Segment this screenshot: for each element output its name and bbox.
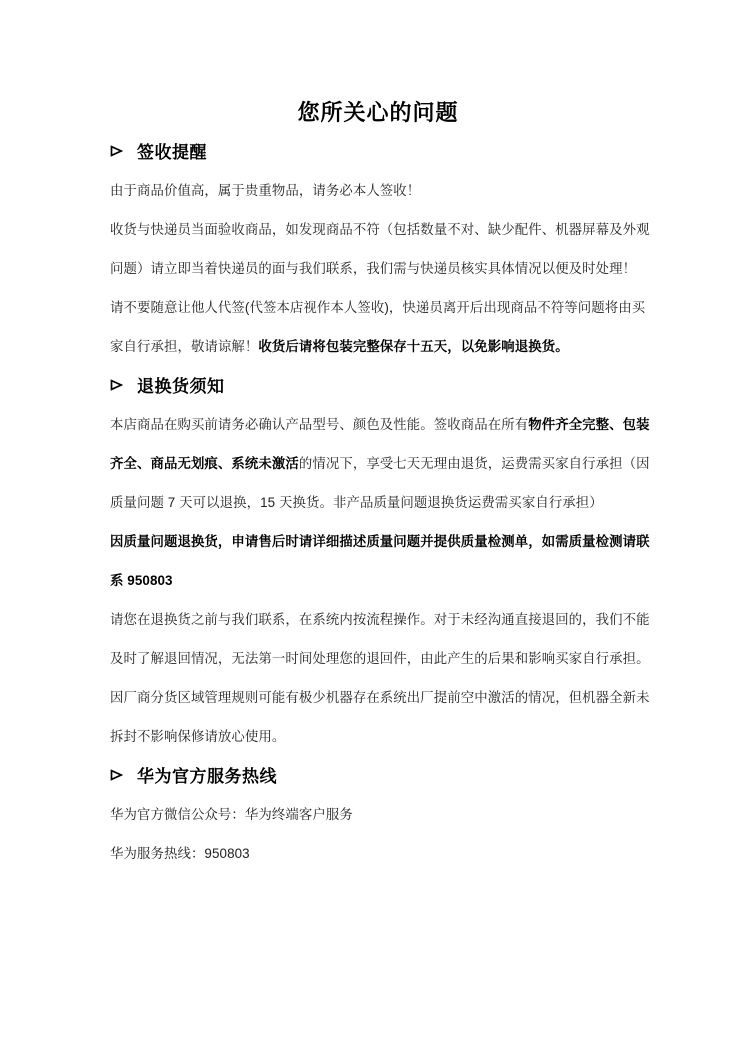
paragraph-line — [110, 599, 650, 638]
paragraph-line — [110, 287, 646, 326]
text-segment: 本店商品在购买前请务必确认产品型号、颜色及性能。签收商品在所有 — [110, 417, 529, 432]
paragraph-line — [110, 677, 650, 716]
paragraph-line — [110, 833, 646, 872]
text-segment: 物件齐全完整、包装 — [528, 417, 650, 432]
paragraph-line — [110, 248, 646, 287]
arrowhead-bullet-icon — [110, 379, 123, 391]
text-segment: 质量问题 7 天可以退换，15 天换货。非产品质量问题退换货运费需买家自行承担） — [110, 495, 603, 510]
text-segment: 问题）请立即当着快递员的面与我们联系，我们需与快递员核实具体情况以便及时处理！ — [110, 261, 637, 276]
doc-section — [110, 131, 650, 365]
paragraph-line — [110, 209, 650, 248]
doc-section — [110, 365, 650, 755]
text-segment: 请您在退换货之前与我们联系，在系统内按流程操作。对于未经沟通直接退回的，我们不能 — [110, 612, 650, 627]
text-segment: 请不要随意让他人代签(代签本店视作本人签收)，快递员离开后出现商品不符等问题将由买 — [110, 300, 646, 315]
text-segment: 因质量问题退换货，申请售后时请详细描述质量问题并提供质量检测单，如需质量检测请联 — [110, 534, 650, 549]
arrowhead-bullet-icon — [110, 769, 123, 781]
paragraph-line — [110, 794, 646, 833]
section-heading — [110, 365, 646, 404]
text-segment: 由于商品价值高，属于贵重物品，请务必本人签收！ — [110, 183, 421, 198]
paragraph-line — [110, 482, 646, 521]
text-segment: 因厂商分货区域管理规则可能有极少机器存在系统出厂提前空中激活的情况，但机器全新未 — [110, 690, 650, 705]
section-heading-label: 签收提醒 — [137, 143, 207, 162]
section-heading-label: 华为官方服务热线 — [137, 767, 277, 786]
text-segment: 华为官方微信公众号：华为终端客户服务 — [110, 807, 353, 822]
paragraph-line — [110, 443, 650, 482]
text-segment: 家自行承担，敬请谅解！ — [110, 339, 259, 354]
paragraph-line — [110, 638, 650, 677]
paragraph-line — [110, 560, 646, 599]
doc-section — [110, 755, 646, 872]
text-segment: 拆封不影响保修请放心使用。 — [110, 729, 286, 744]
text-segment: 系 950803 — [110, 573, 173, 588]
section-heading — [110, 755, 646, 794]
arrowhead-bullet-icon — [110, 145, 123, 157]
text-segment: 的情况下，享受七天无理由退货，运费需买家自行承担（因 — [298, 456, 650, 471]
section-heading-label: 退换货须知 — [137, 377, 225, 396]
document-body — [110, 131, 650, 872]
paragraph-line — [110, 716, 646, 755]
paragraph-line — [110, 404, 650, 443]
page-title: 您所关心的问题 — [297, 100, 459, 125]
text-segment: 收货后请将包装完整保存十五天，以免影响退换货。 — [258, 339, 569, 354]
paragraph-line — [110, 326, 646, 365]
paragraph-line — [110, 521, 650, 560]
text-segment: 华为服务热线：950803 — [110, 846, 250, 861]
text-segment: 收货与快递员当面验收商品，如发现商品不符（包括数量不对、缺少配件、机器屏幕及外观 — [110, 222, 650, 237]
section-heading — [110, 131, 646, 170]
paragraph-line — [110, 170, 646, 209]
text-segment: 及时了解退回情况，无法第一时间处理您的退回件，由此产生的后果和影响买家自行承担。 — [110, 651, 650, 666]
text-segment: 齐全、商品无划痕、系统未激活 — [110, 456, 299, 471]
